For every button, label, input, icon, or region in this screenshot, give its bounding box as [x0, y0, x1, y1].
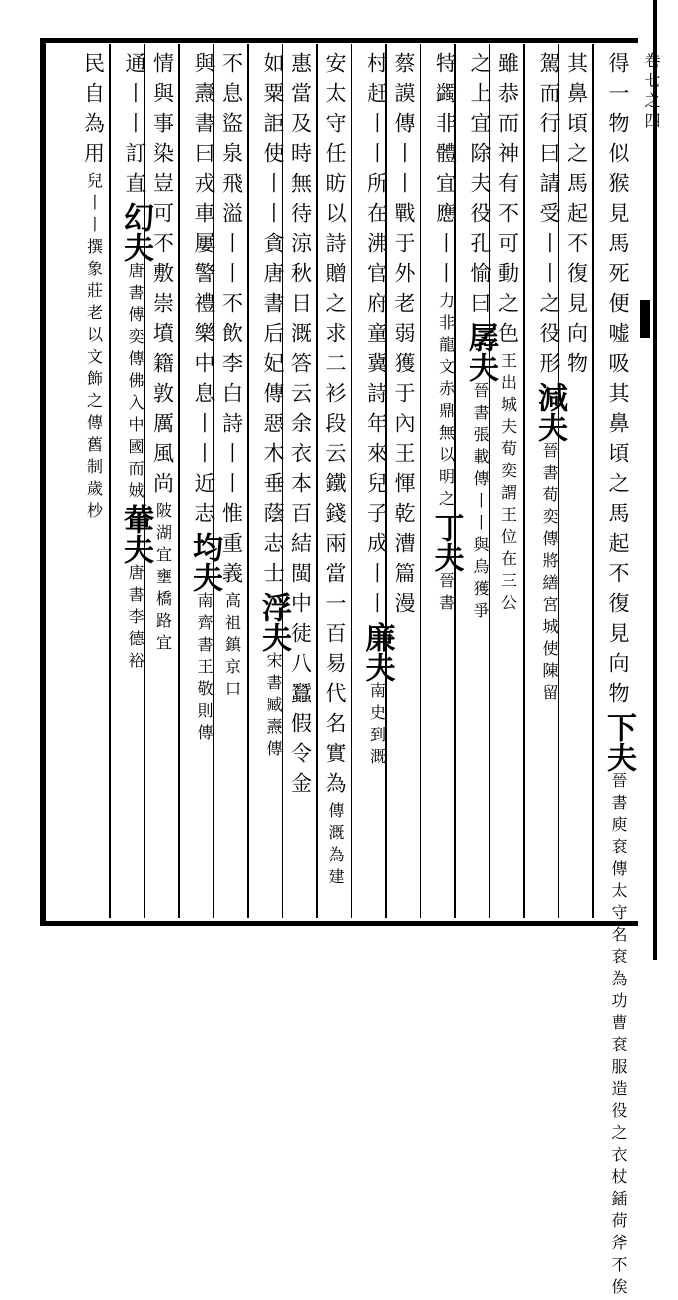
entry-annotation: 南史到溉 — [367, 682, 387, 770]
entry-annotation: 南齊書王敬則傳 — [195, 592, 214, 746]
entry-annotation: 宋書臧燾傳 — [264, 652, 283, 762]
entry-headword: 輂夫 — [118, 504, 153, 564]
column-rule — [316, 44, 318, 918]
text-column — [251, 52, 295, 762]
column-text: 安太守任昉以詩贈之求二衫段云鐵錢兩當一百易代名實為 — [323, 52, 347, 802]
column-text: 惠當及時無待涼秋日溉答云余衣本百結閩中徒八蠶假令金 — [288, 52, 313, 802]
column-text: 駕而行曰請受丨丨之役形 — [537, 52, 561, 382]
text-column — [596, 52, 640, 1300]
page-edge — [653, 0, 657, 960]
column-text: 之上宜除夫役孔愉曰 — [468, 52, 492, 322]
column-rule — [178, 44, 180, 918]
entry-headword: 均夫 — [187, 532, 222, 592]
entry-headword: 丁夫 — [428, 512, 464, 572]
column-rule — [592, 44, 594, 918]
entry-headword: 孱夫 — [463, 322, 498, 382]
column-text: 民自為用 — [81, 52, 106, 172]
entry-annotation: 晉書 — [436, 572, 456, 616]
column-rule — [523, 44, 525, 918]
column-text: 得一物似猴見馬死便嘘吸其鼻頃之馬起不復見向物 — [606, 52, 630, 712]
entry-annotation: 晉書張載傳丨丨與烏獲爭 — [471, 382, 490, 624]
entry-headword: 減夫 — [532, 382, 567, 442]
entry-annotation: 傳溉為建 — [326, 802, 345, 890]
text-column — [527, 52, 571, 706]
entry-annotation: 高祖鎮京口 — [222, 592, 242, 702]
entry-headword: 幻夫 — [118, 202, 153, 262]
entry-annotation: 唐書傅奕傳佛入中國而娀 — [126, 262, 145, 504]
text-column — [355, 52, 399, 770]
text-column — [320, 52, 350, 890]
column-rule — [109, 44, 111, 918]
margin-label: 卷七之四 — [642, 52, 661, 132]
column-rule — [247, 44, 249, 918]
entry-annotation: 陂湖宜壅橋路宜 — [153, 502, 173, 656]
column-text: 其鼻頃之馬起不復見向物 — [564, 52, 589, 382]
entry-annotation: 晉書庾袞傳太守名袞為功曹袞服造役之衣杖鍤荷斧不俟 — [609, 772, 628, 1300]
column-text: 特蠲非體宜應丨丨 — [433, 52, 458, 292]
entry-annotation: 兒丨丨撰象莊老以文飾之 — [84, 172, 104, 414]
text-column — [424, 52, 468, 616]
fishtail-marker — [640, 300, 650, 338]
entry-headword: 下夫 — [601, 712, 636, 772]
column-rule — [420, 44, 422, 918]
column-text: 蔡謨傳丨丨戰于外老弱獲于內王惲乾漕篇漫 — [392, 52, 416, 622]
column-text: 情與事染豈可不敷崇墳籍敦厲風尚 — [150, 52, 175, 502]
entry-annotation: 王出城夫荀奕謂王位在三公 — [498, 352, 518, 616]
entry-headword: 廉夫 — [359, 622, 395, 682]
text-column — [113, 52, 157, 674]
text-column — [182, 52, 226, 746]
column-text: 村赶丨丨所在沸官府童冀詩年來兒子成丨丨 — [364, 52, 389, 622]
column-text: 如粟詎使丨丨貪唐書后妃傳惡木垂蔭志士 — [261, 52, 285, 592]
entry-annotation: 力非龍文赤鼎無以明之 — [436, 292, 456, 512]
entry-annotation: 唐書李德裕 — [126, 564, 145, 674]
entry-annotation: 傳舊制歲杪 — [84, 414, 104, 524]
column-text: 不息盜泉飛溢丨丨不飲李白詩丨丨惟重義 — [219, 52, 244, 592]
column-text: 與燾書曰戎車屢警禮樂中息丨丨近志 — [192, 52, 216, 532]
column-text: 雖恭而神有不可動之色 — [495, 52, 520, 352]
entry-annotation: 晉書荀奕傳將繕宮城使陳留 — [540, 442, 559, 706]
column-rule — [351, 44, 353, 918]
column-text: 通丨丨訂直 — [123, 52, 147, 202]
entry-headword: 浮夫 — [256, 592, 291, 652]
text-column — [79, 52, 109, 524]
